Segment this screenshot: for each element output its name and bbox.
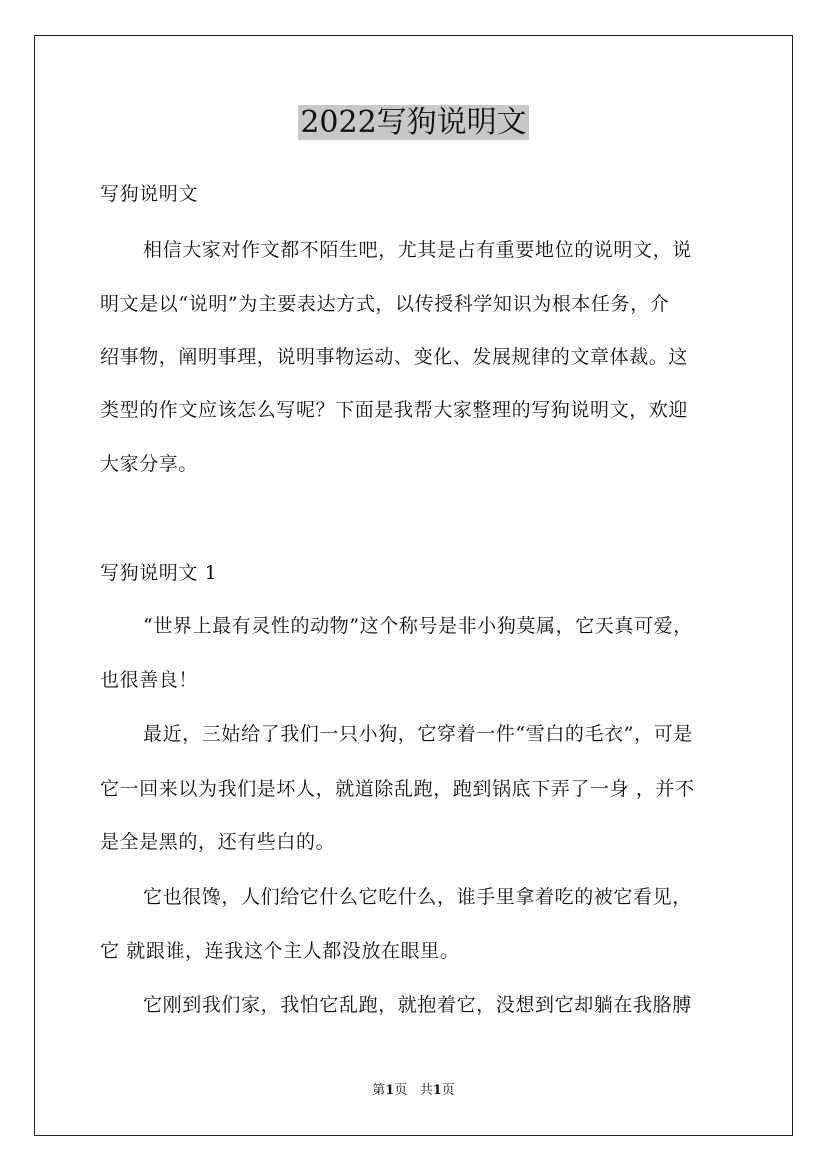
intro-line: 绍事物，阐明事理，说明事物运动、变化、发展规律的文章体裁。这 <box>100 346 689 368</box>
body-line: 它刚到我们家，我怕它乱跑，就抱着它，没想到它却躺在我胳膊 <box>143 994 692 1016</box>
section1-heading: 写狗说明文 1 <box>100 562 218 584</box>
intro-line: 明文是以“说明”为主要表达方式，以传授科学知识为根本任务，介 <box>100 293 670 315</box>
intro-line: 大家分享。 <box>100 453 199 475</box>
body-line: 它 就跟谁，连我这个主人都没放在眼里。 <box>100 940 460 962</box>
page-number: 1 <box>385 1083 395 1098</box>
total-suffix: 页 <box>441 1083 455 1098</box>
page-footer <box>0 1083 827 1099</box>
body-line: 也很善良！ <box>100 669 199 691</box>
body-line: “世界上最有灵性的动物”这个称号是非小狗莫属，它天真可爱， <box>143 615 693 637</box>
document-title: 2022写狗说明文 <box>300 105 527 140</box>
intro-line: 相信大家对作文都不陌生吧，尤其是占有重要地位的说明文，说 <box>143 239 692 261</box>
total-prefix: 共 <box>419 1083 433 1098</box>
intro-line: 类型的作文应该怎么写呢？下面是我帮大家整理的写狗说明文，欢迎 <box>100 399 689 421</box>
page-prefix: 第 <box>372 1083 386 1098</box>
body-line: 是全是黑的，还有些白的。 <box>100 831 336 853</box>
body-line: 最近，三姑给了我们一只小狗，它穿着一件“雪白的毛衣”，可是 <box>143 723 693 745</box>
body-line: 它也很馋，人们给它什么它吃什么，谁手里拿着吃的被它看见， <box>143 886 692 908</box>
intro-heading: 写狗说明文 <box>100 183 199 205</box>
page-suffix: 页 <box>394 1083 408 1098</box>
total-number: 1 <box>432 1083 442 1098</box>
body-line: 它一回来以为我们是坏人，就道除乱跑，跑到锅底下弄了一身 ，并不 <box>100 778 695 800</box>
